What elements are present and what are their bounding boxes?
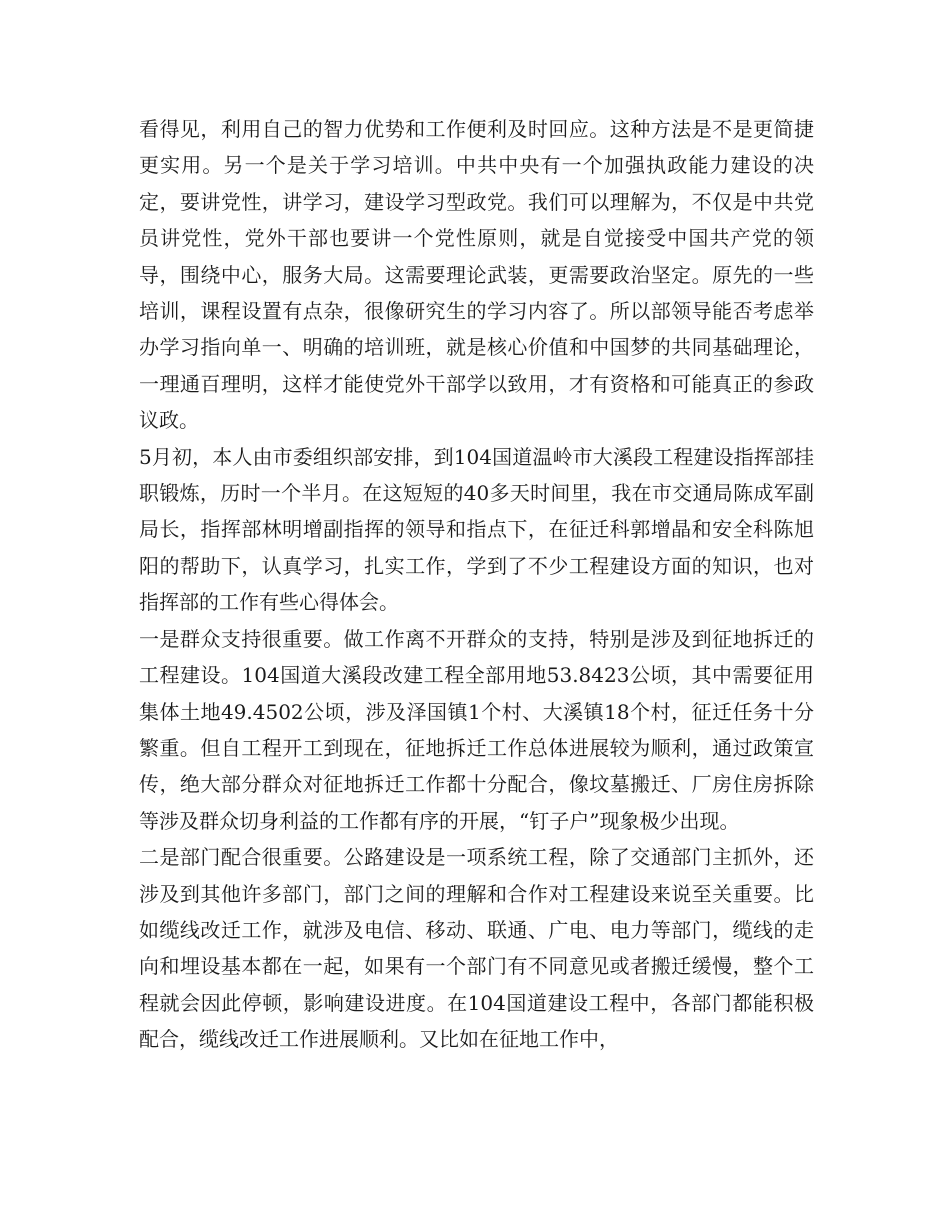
paragraph-4: 二是部门配合很重要。公路建设是一项系统工程，除了交通部门主抓外，还涉及到其他许多部门，部门之间的理解和合作对工程建设来说至关重要。比如缆线改迁工作，就涉及电信、移动、联通、广电、电力等部门，缆线的走向和埋设基本都在一起，如果有一个部门有不同意见或者搬迁缓慢，整个工程就会因此停顿，影响建设进度。在104国道建设工程中，各部门都能积极配合，缆线改迁工作进展顺利。又比如在征地工作中， xyxy=(139,845,814,1052)
paragraph-1: 看得见，利用自己的智力优势和工作便利及时回应。这种方法是不是更简捷更实用。另一个是关于学习培训。中共中央有一个加强执政能力建设的决定，要讲党性，讲学习，建设学习型政党。我们可以理解为，不仅是中共党员讲党性，党外干部也要讲一个党性原则，就是自觉接受中国共产党的领导，围绕中心，服务大局。这需要理论武装，更需要政治坚定。原先的一些培训，课程设置有点杂，很像研究生的学习内容了。所以部领导能否考虑举办学习指向单一、明确的培训班，就是核心价值和中国梦的共同基础理论，一理通百理明，这样才能使党外干部学以致用，才有资格和可能真正的参政议政。 xyxy=(139,117,814,433)
paragraph-2: 5月初，本人由市委组织部安排，到104国道温岭市大溪段工程建设指挥部挂职锻炼，历时一个半月。在这短短的40多天时间里，我在市交通局陈成军副局长，指挥部林明增副指挥的领导和指点下，在征迁科郭增晶和安全科陈旭阳的帮助下，认真学习，扎实工作，学到了不少工程建设方面的知识，也对指挥部的工作有些心得体会。 xyxy=(139,444,814,615)
paragraph-3: 一是群众支持很重要。做工作离不开群众的支持，特别是涉及到征地拆迁的工程建设。104国道大溪段改建工程全部用地53.8423公顷，其中需要征用集体土地49.4502公顷，涉及泽国镇1个村、大溪镇18个村，征迁任务十分繁重。但自工程开工到现在，征地拆迁工作总体进展较为顺利，通过政策宣传，绝大部分群众对征地拆迁工作都十分配合，像坟墓搬迁、厂房住房拆除等涉及群众切身利益的工作都有序的开展，“钉子户”现象极少出现。 xyxy=(139,626,814,833)
document-body xyxy=(139,111,814,1058)
